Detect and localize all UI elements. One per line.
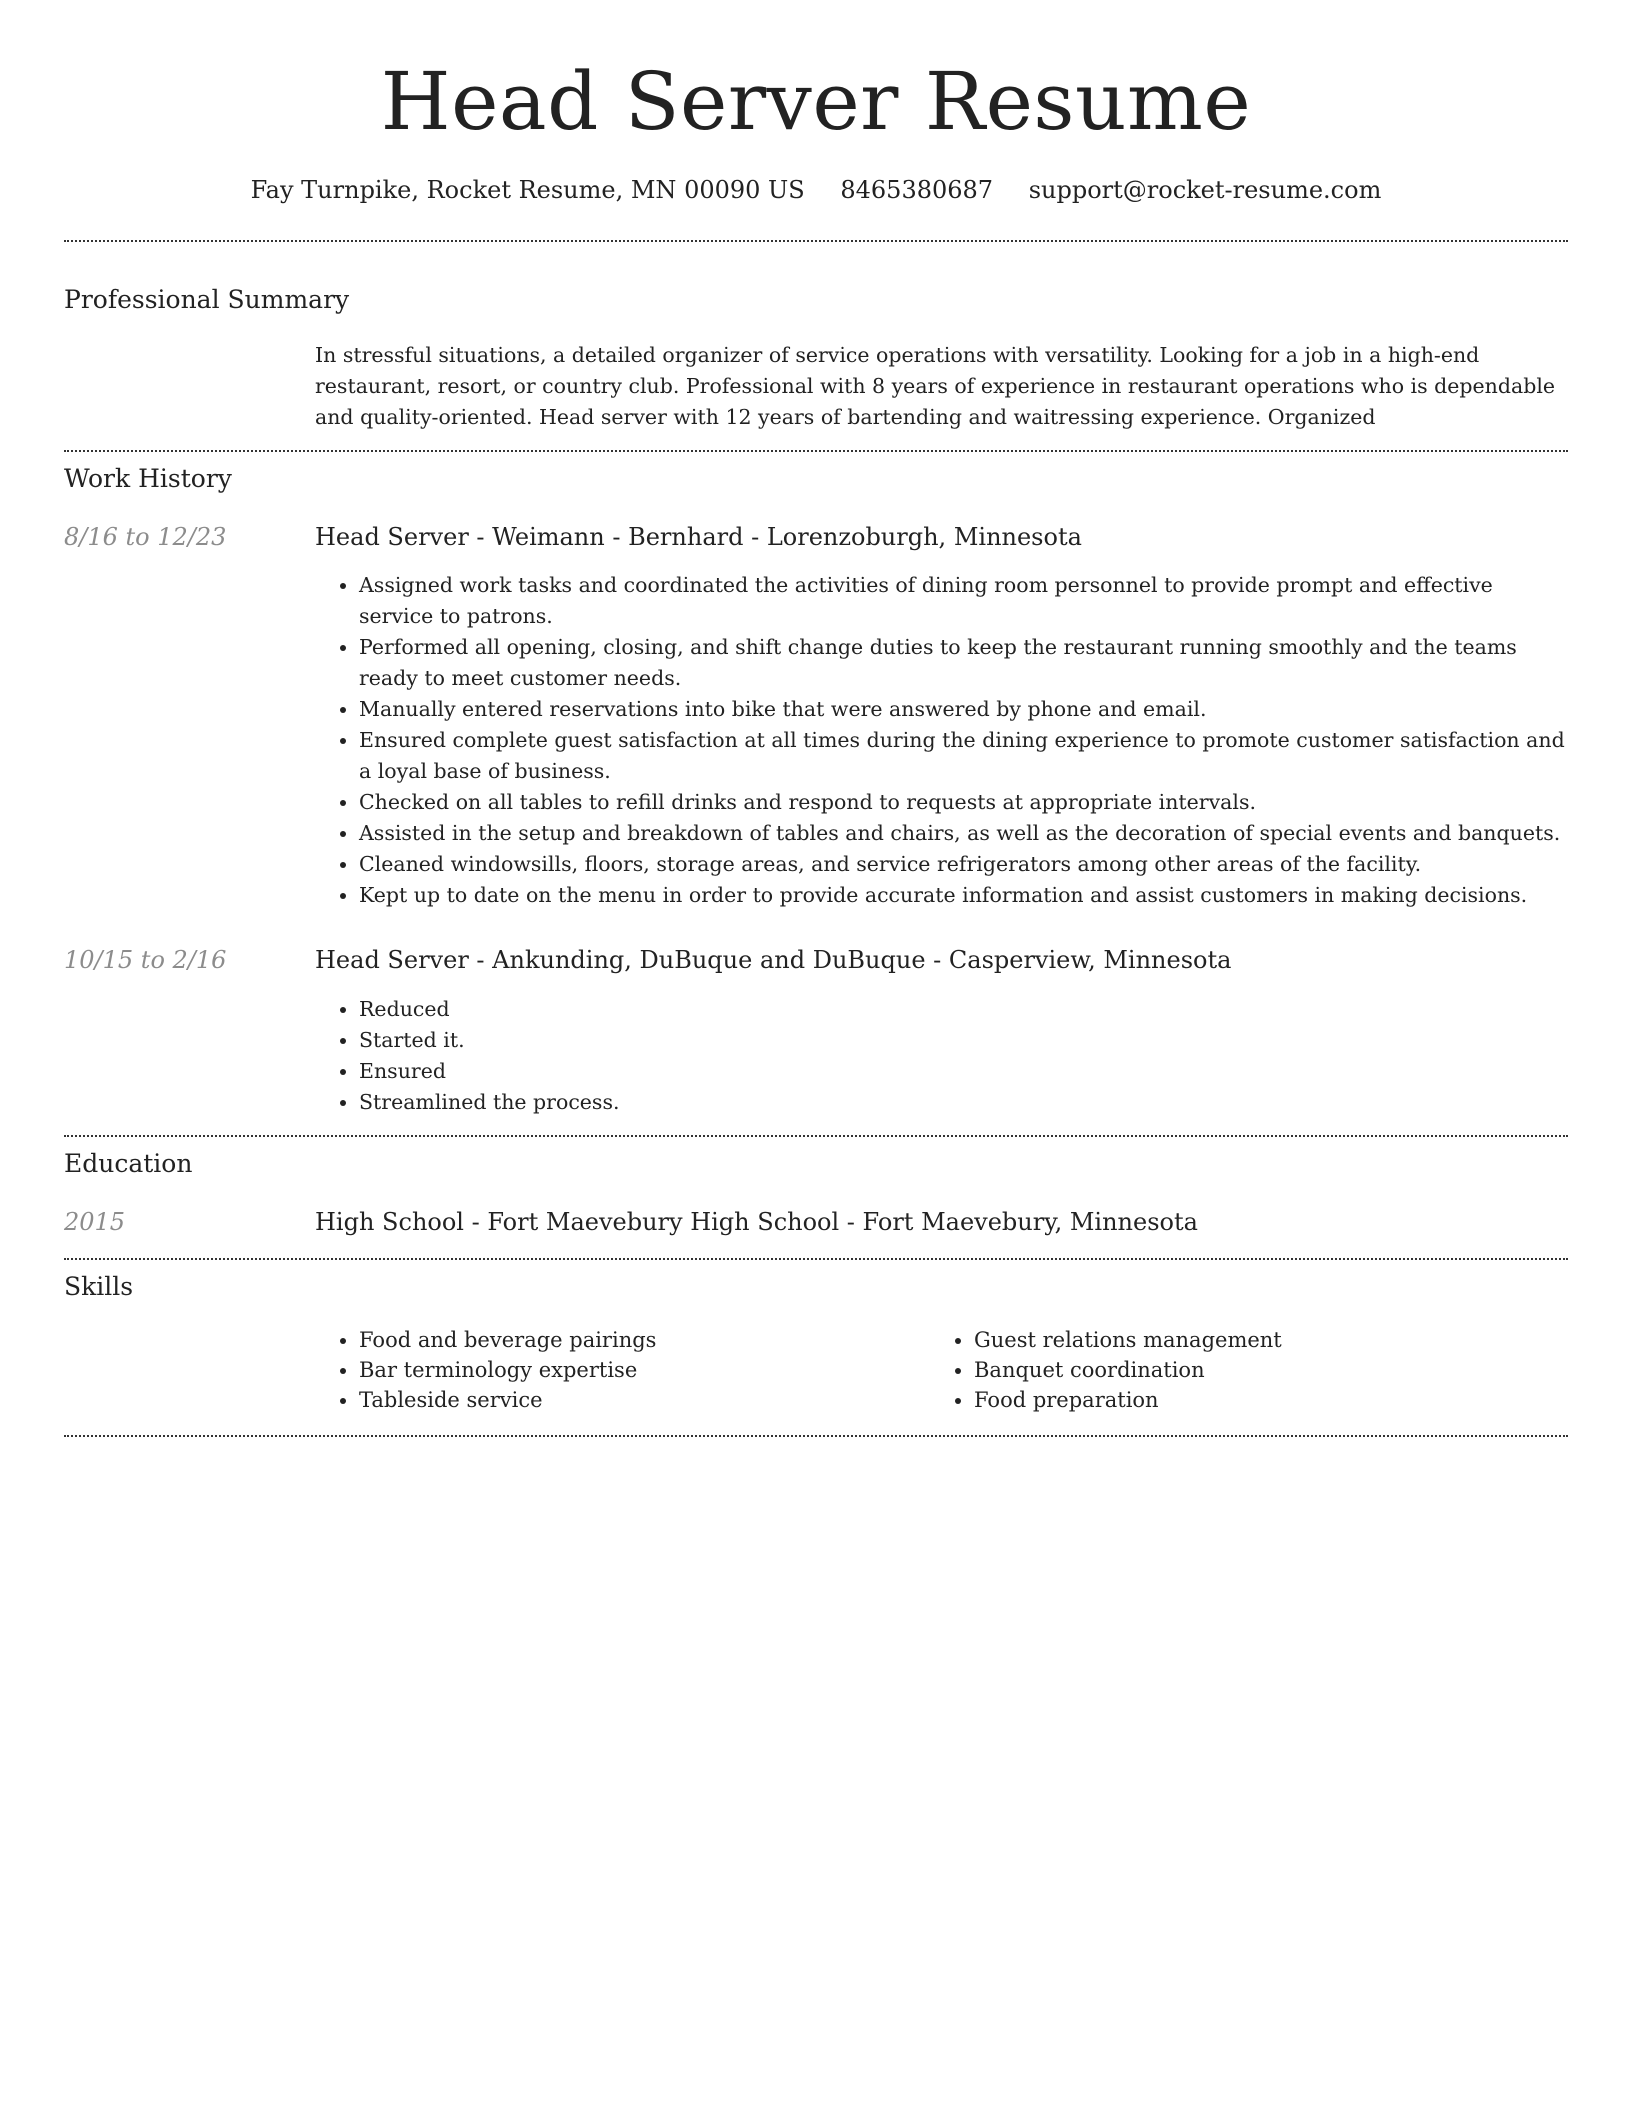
list-item: • Performed all opening, closing, and shift change duties to keep the restaurant running smoothly and the teams ready to meet customer needs. [359, 632, 1568, 694]
section-title-summary: Professional Summary [64, 285, 350, 314]
divider [64, 450, 1568, 452]
list-item: • Assigned work tasks and coordinated the activities of dining room personnel to provide prompt and effective service to patrons. [359, 570, 1568, 632]
section-title-work-history: Work History [64, 464, 232, 493]
list-item: • Assisted in the setup and breakdown of tables and chairs, as well as the decoration of special events and banquets. [359, 818, 1568, 849]
job-dates: 10/15 to 2/16 [64, 946, 227, 974]
divider [64, 1135, 1568, 1137]
resume-title: Head Server Resume [380, 55, 1252, 148]
section-title-skills: Skills [64, 1272, 134, 1301]
skills-list-left [315, 1325, 929, 1415]
education-date: 2015 [64, 1208, 126, 1236]
skills-list-right [930, 1325, 1568, 1415]
list-item: • Checked on all tables to refill drinks and respond to requests at appropriate intervals. [359, 787, 1568, 818]
list-item: • Ensured complete guest satisfaction at all times during the dining experience to promote customer satisfaction and a loyal base of business. [359, 725, 1568, 787]
divider [64, 240, 1568, 242]
job-duties-list [315, 570, 1568, 911]
contact-address: Fay Turnpike, Rocket Resume, MN 00090 US [250, 176, 805, 204]
divider [64, 1435, 1568, 1437]
list-item: • Ensured [359, 1056, 1568, 1087]
contact-phone: 8465380687 [840, 176, 994, 204]
list-item: • Reduced [359, 994, 1568, 1025]
contact-line [64, 170, 1568, 210]
job-title: Head Server - Ankunding, DuBuque and DuBuque - Casperview, Minnesota [315, 946, 1232, 974]
divider [64, 1258, 1568, 1260]
skill-item: • Guest relations management [974, 1325, 1568, 1355]
skill-item: • Banquet coordination [974, 1355, 1568, 1385]
list-item: • Started it. [359, 1025, 1568, 1056]
skill-item: • Tableside service [359, 1385, 929, 1415]
list-item: • Cleaned windowsills, floors, storage areas, and service refrigerators among other areas of the facility. [359, 849, 1568, 880]
summary-text: In stressful situations, a detailed organizer of service operations with versatility. Looking for a job in a high-end restaurant, resort, or country club. Professional with 8 years of experience in restaurant operations who is dependable and quality-oriented. Head server with 12 years of bartending and waitressing experience. Organized [315, 343, 1556, 429]
education-title: High School - Fort Maevebury High School - Fort Maevebury, Minnesota [315, 1208, 1198, 1236]
list-item: • Kept up to date on the menu in order to provide accurate information and assist customers in making decisions. [359, 880, 1568, 911]
section-title-education: Education [64, 1149, 193, 1178]
skill-item: • Food and beverage pairings [359, 1325, 929, 1355]
skill-item: • Bar terminology expertise [359, 1355, 929, 1385]
contact-email: support@rocket-resume.com [1028, 176, 1382, 204]
job-title: Head Server - Weimann - Bernhard - Lorenzoburgh, Minnesota [315, 523, 1082, 551]
job-duties-list [315, 994, 1568, 1118]
list-item: • Manually entered reservations into bike that were answered by phone and email. [359, 694, 1568, 725]
job-dates: 8/16 to 12/23 [64, 523, 227, 551]
skill-item: • Food preparation [974, 1385, 1568, 1415]
list-item: • Streamlined the process. [359, 1087, 1568, 1118]
